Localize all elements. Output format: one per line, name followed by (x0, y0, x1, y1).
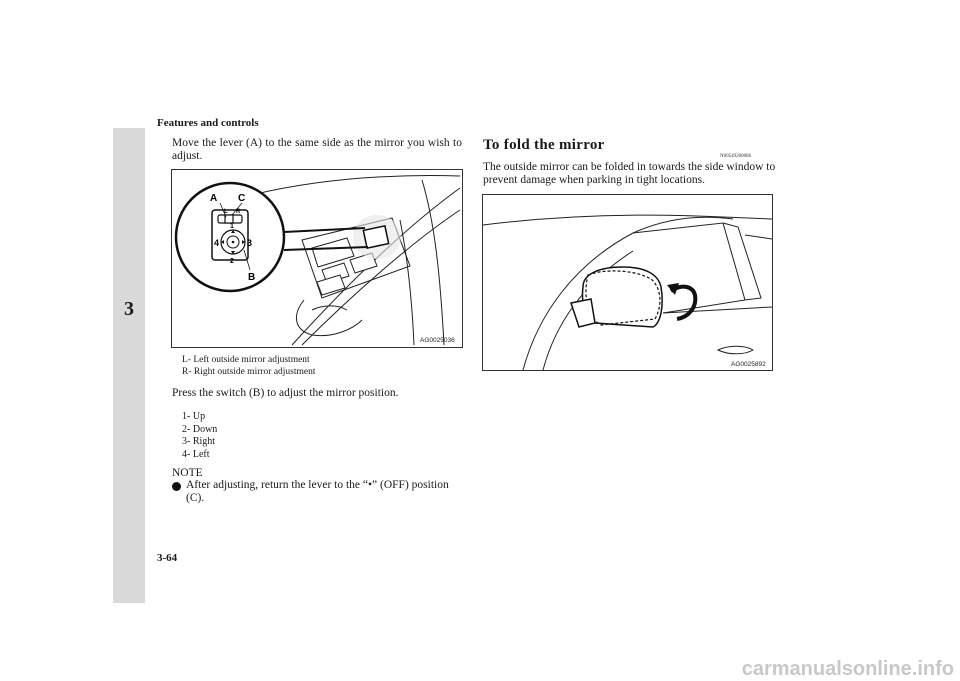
page-number: 3-64 (157, 552, 178, 564)
callout-a: A (210, 193, 218, 204)
fold-mirror-illustration (483, 195, 772, 370)
callout-r: R (236, 209, 241, 215)
mirror-switch-figure (171, 169, 463, 348)
legend-item: R- Right outside mirror adjustment (182, 367, 316, 377)
list-item: 2- Down (182, 423, 218, 435)
intro-paragraph: Move the lever (A) to the same side as the mirror you wish to adjust. (172, 137, 462, 162)
fold-mirror-figure (482, 194, 773, 371)
list-item: 3- Right (182, 436, 216, 447)
fold-paragraph-line2: prevent damage when parking in tight locations. (483, 174, 705, 186)
callout-b: B (248, 272, 256, 283)
list-item: 4- Left (182, 448, 210, 460)
list-item: 1- Up (182, 411, 206, 422)
chapter-tab-number: 3 (124, 298, 134, 320)
section-title: To fold the mirror (483, 137, 605, 153)
watermark: carmanualsonline.info (741, 658, 954, 680)
callout-c: C (238, 193, 246, 204)
lever-legend (182, 354, 462, 378)
header-title: Features and controls (157, 117, 259, 129)
callout-3: 3 (247, 238, 253, 248)
note-text-line1: After adjusting, return the lever to the “•” (OFF) position (186, 479, 449, 491)
mirror-switch-illustration (172, 170, 462, 347)
callout-2: 2 (230, 258, 234, 265)
fold-paragraph-line1: The outside mirror can be folded in towards the side window to (483, 161, 776, 173)
section-code: N00549200086 (720, 154, 752, 159)
figure-code: AG0025036 (420, 337, 455, 344)
note-bullet (172, 479, 464, 505)
callout-1: 1 (230, 223, 234, 230)
switch-paragraph: Press the switch (B) to adjust the mirror position. (172, 387, 399, 399)
figure-code: AG0025892 (731, 361, 766, 368)
bullet-icon (172, 482, 181, 491)
callout-l: L (224, 209, 228, 215)
callout-4: 4 (214, 238, 220, 248)
note-label: NOTE (172, 467, 203, 479)
chapter-tab (113, 128, 145, 603)
note-text-line2: (C). (186, 492, 205, 504)
legend-item: L- Left outside mirror adjustment (182, 355, 310, 365)
direction-list (182, 411, 382, 461)
